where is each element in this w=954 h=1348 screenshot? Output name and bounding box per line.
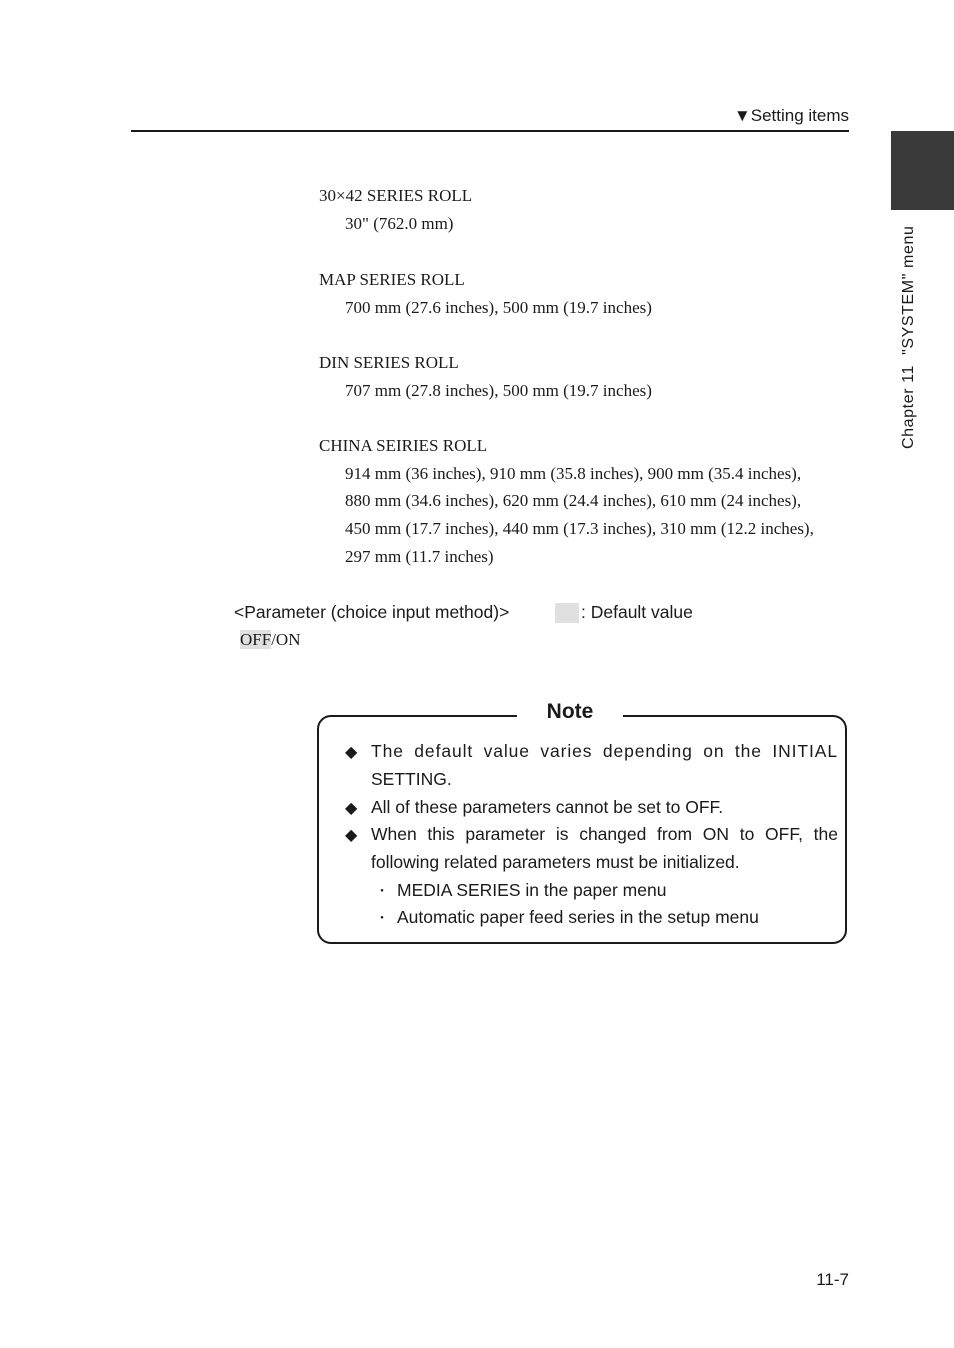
- default-value-swatch: [555, 603, 579, 623]
- series-heading: CHINA SEIRIES ROLL: [319, 436, 488, 455]
- sub-bullet-icon: ・: [375, 883, 389, 899]
- parameter-options: [240, 630, 300, 650]
- header-rule: [131, 130, 849, 132]
- section-header: ▼Setting items: [733, 106, 849, 125]
- series-value: 700 mm (27.6 inches), 500 mm (19.7 inches): [345, 298, 652, 317]
- series-heading: DIN SERIES ROLL: [319, 353, 459, 372]
- chapter-tab: [891, 131, 954, 210]
- sub-bullet-icon: ・: [375, 910, 389, 926]
- page-number: 11-7: [816, 1270, 849, 1289]
- note-subitem-text: Automatic paper feed series in the setup menu: [397, 907, 759, 927]
- other-option: ON: [275, 630, 301, 649]
- note-item-text: All of these parameters cannot be set to OFF.: [371, 797, 724, 817]
- series-value: 914 mm (36 inches), 910 mm (35.8 inches), 900 mm (35.4 inches),: [345, 464, 802, 483]
- parameter-label: <Parameter (choice input method)>: [234, 602, 510, 622]
- series-heading: 30×42 SERIES ROLL: [319, 186, 473, 205]
- series-heading: MAP SERIES ROLL: [319, 270, 465, 289]
- note-item-text: When this parameter is changed from ON to OFF, the: [371, 824, 838, 844]
- chapter-label: Chapter 11 "SYSTEM" menu: [900, 226, 917, 450]
- note-title: Note: [517, 698, 623, 726]
- note-item-text: The default value varies depending on the INITIAL: [371, 741, 838, 761]
- note-subitem-text: MEDIA SERIES in the paper menu: [397, 880, 667, 900]
- note-item-text: following related parameters must be initialized.: [371, 852, 740, 872]
- diamond-bullet-icon: ◆: [345, 800, 358, 817]
- series-value: 880 mm (34.6 inches), 620 mm (24.4 inches), 610 mm (24 inches),: [345, 491, 802, 510]
- diamond-bullet-icon: ◆: [345, 744, 358, 761]
- series-value: 297 mm (11.7 inches): [345, 547, 494, 566]
- default-option: OFF: [240, 630, 272, 649]
- series-value: 450 mm (17.7 inches), 440 mm (17.3 inches), 310 mm (12.2 inches),: [345, 519, 814, 538]
- option-separator: /: [271, 630, 276, 649]
- default-value-legend: : Default value: [581, 602, 693, 622]
- series-value: 707 mm (27.8 inches), 500 mm (19.7 inches): [345, 381, 652, 400]
- series-value: 30" (762.0 mm): [345, 214, 454, 233]
- note-item-text: SETTING.: [371, 769, 452, 789]
- diamond-bullet-icon: ◆: [345, 827, 358, 844]
